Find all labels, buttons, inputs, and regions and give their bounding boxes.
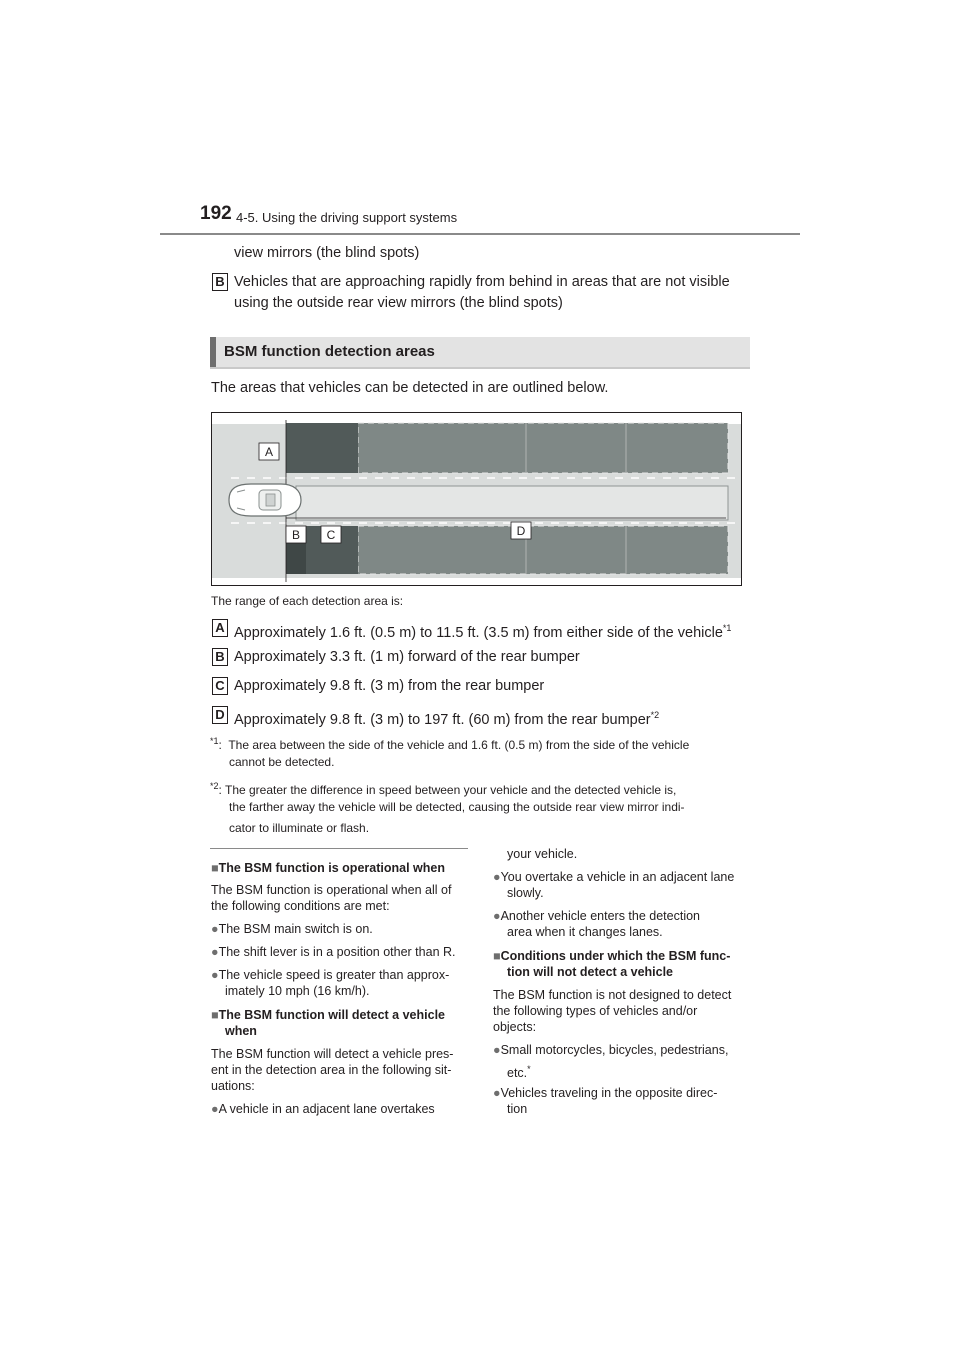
label-d: D bbox=[516, 524, 526, 538]
range-marker-d: D bbox=[212, 706, 228, 724]
footnote-1: $^{*1}$: The area between the side of the vehicle and 1.6 ft. (0.5 m) from the side of the vehicle bbox=[210, 736, 690, 752]
item-marker-b: B bbox=[212, 273, 228, 291]
header-rule bbox=[160, 233, 800, 235]
left-para-2-line-3: uations: bbox=[211, 1079, 255, 1093]
left-bullet-1: ●The BSM main switch is on. bbox=[211, 922, 373, 936]
range-a-text: Approximately 1.6 ft. (0.5 m) to 11.5 ft. (3.5 m) from either side of the vehicle$^{*1}$ bbox=[234, 623, 732, 641]
zone-d-lower bbox=[358, 526, 728, 574]
label-c: C bbox=[326, 528, 336, 542]
footnote-2: $^{*2}$: The greater the difference in speed between your vehicle and the detected vehicle is, bbox=[210, 781, 677, 797]
range-marker-b: B bbox=[212, 648, 228, 666]
range-marker-a: A bbox=[212, 619, 228, 637]
range-intro: The range of each detection area is: bbox=[211, 594, 404, 608]
right-bullet-3-line-2: etc.* bbox=[507, 1064, 531, 1081]
right-bullet-2-line-2: area when it changes lanes. bbox=[507, 925, 663, 939]
left-bullet-4: ●A vehicle in an adjacent lane overtakes bbox=[211, 1102, 435, 1116]
right-bullet-3: ●Small motorcycles, bicycles, pedestrians, bbox=[493, 1043, 729, 1057]
zone-bc-upper bbox=[286, 423, 358, 473]
right-heading-1-line-2: tion will not detect a vehicle bbox=[507, 965, 674, 979]
left-heading-1: ■The BSM function is operational when bbox=[211, 861, 445, 875]
left-heading-2-line-2: when bbox=[225, 1024, 257, 1038]
left-bullet-2: ●The shift lever is in a position other than R. bbox=[211, 945, 456, 959]
footnote-2-line-3: cator to illuminate or flash. bbox=[229, 821, 370, 835]
right-bullet-2: ●Another vehicle enters the detection bbox=[493, 909, 700, 923]
left-para-2-line-2: ent in the detection area in the following sit- bbox=[211, 1063, 452, 1077]
section-title: 4-5. Using the driving support systems bbox=[236, 210, 458, 225]
left-heading-2: ■The BSM function will detect a vehicle bbox=[211, 1008, 445, 1022]
section-heading: BSM function detection areas bbox=[224, 343, 435, 360]
left-para-1-line-2: the following conditions are met: bbox=[211, 899, 390, 913]
range-b-text: Approximately 3.3 ft. (1 m) forward of the rear bumper bbox=[234, 649, 580, 665]
item-b-line-2: using the outside rear view mirrors (the blind spots) bbox=[234, 295, 563, 311]
right-bullet-4-line-2: tion bbox=[507, 1102, 528, 1116]
footnote-2-line-2: the farther away the vehicle will be detected, causing the outside rear view mirror indi- bbox=[229, 800, 685, 814]
heading-accent bbox=[210, 337, 216, 367]
left-bullet-3: ●The vehicle speed is greater than approx- bbox=[211, 968, 450, 982]
page-number: 192 bbox=[200, 203, 232, 224]
own-lane bbox=[296, 486, 728, 520]
label-a: A bbox=[264, 445, 274, 459]
footnote-1-line-2: cannot be detected. bbox=[229, 755, 335, 769]
zone-d-upper bbox=[358, 423, 728, 473]
range-d-text: Approximately 9.8 ft. (3 m) to 197 ft. (60 m) from the rear bumper$^{*2}$ bbox=[234, 710, 660, 728]
right-bullet-1: ●You overtake a vehicle in an adjacent lane bbox=[493, 870, 735, 884]
left-bullet-3-line-2: imately 10 mph (16 km/h). bbox=[225, 984, 370, 998]
right-para-1-line-1: The BSM function is not designed to detect bbox=[493, 988, 732, 1002]
left-para-1-line-1: The BSM function is operational when all of bbox=[211, 883, 452, 897]
own-vehicle-icon bbox=[229, 484, 301, 516]
column-divider bbox=[210, 848, 468, 849]
intro-text: The areas that vehicles can be detected in are outlined below. bbox=[211, 380, 609, 396]
right-heading-1: ■Conditions under which the BSM func- bbox=[493, 949, 731, 963]
continued-text: view mirrors (the blind spots) bbox=[234, 245, 420, 261]
right-para-1-line-3: objects: bbox=[493, 1020, 537, 1034]
section-heading-bar bbox=[210, 337, 750, 369]
range-marker-c: C bbox=[212, 677, 228, 695]
right-continued: your vehicle. bbox=[507, 847, 578, 861]
detection-area-diagram bbox=[211, 412, 742, 586]
item-b-line-1: Vehicles that are approaching rapidly from behind in areas that are not visible bbox=[234, 274, 730, 290]
left-para-2-line-1: The BSM function will detect a vehicle pres- bbox=[211, 1047, 454, 1061]
right-para-1-line-2: the following types of vehicles and/or bbox=[493, 1004, 698, 1018]
range-c-text: Approximately 9.8 ft. (3 m) from the rear bumper bbox=[234, 678, 545, 694]
right-bullet-1-line-2: slowly. bbox=[507, 886, 544, 900]
label-b: B bbox=[291, 528, 301, 542]
right-bullet-4: ●Vehicles traveling in the opposite direc- bbox=[493, 1086, 718, 1100]
